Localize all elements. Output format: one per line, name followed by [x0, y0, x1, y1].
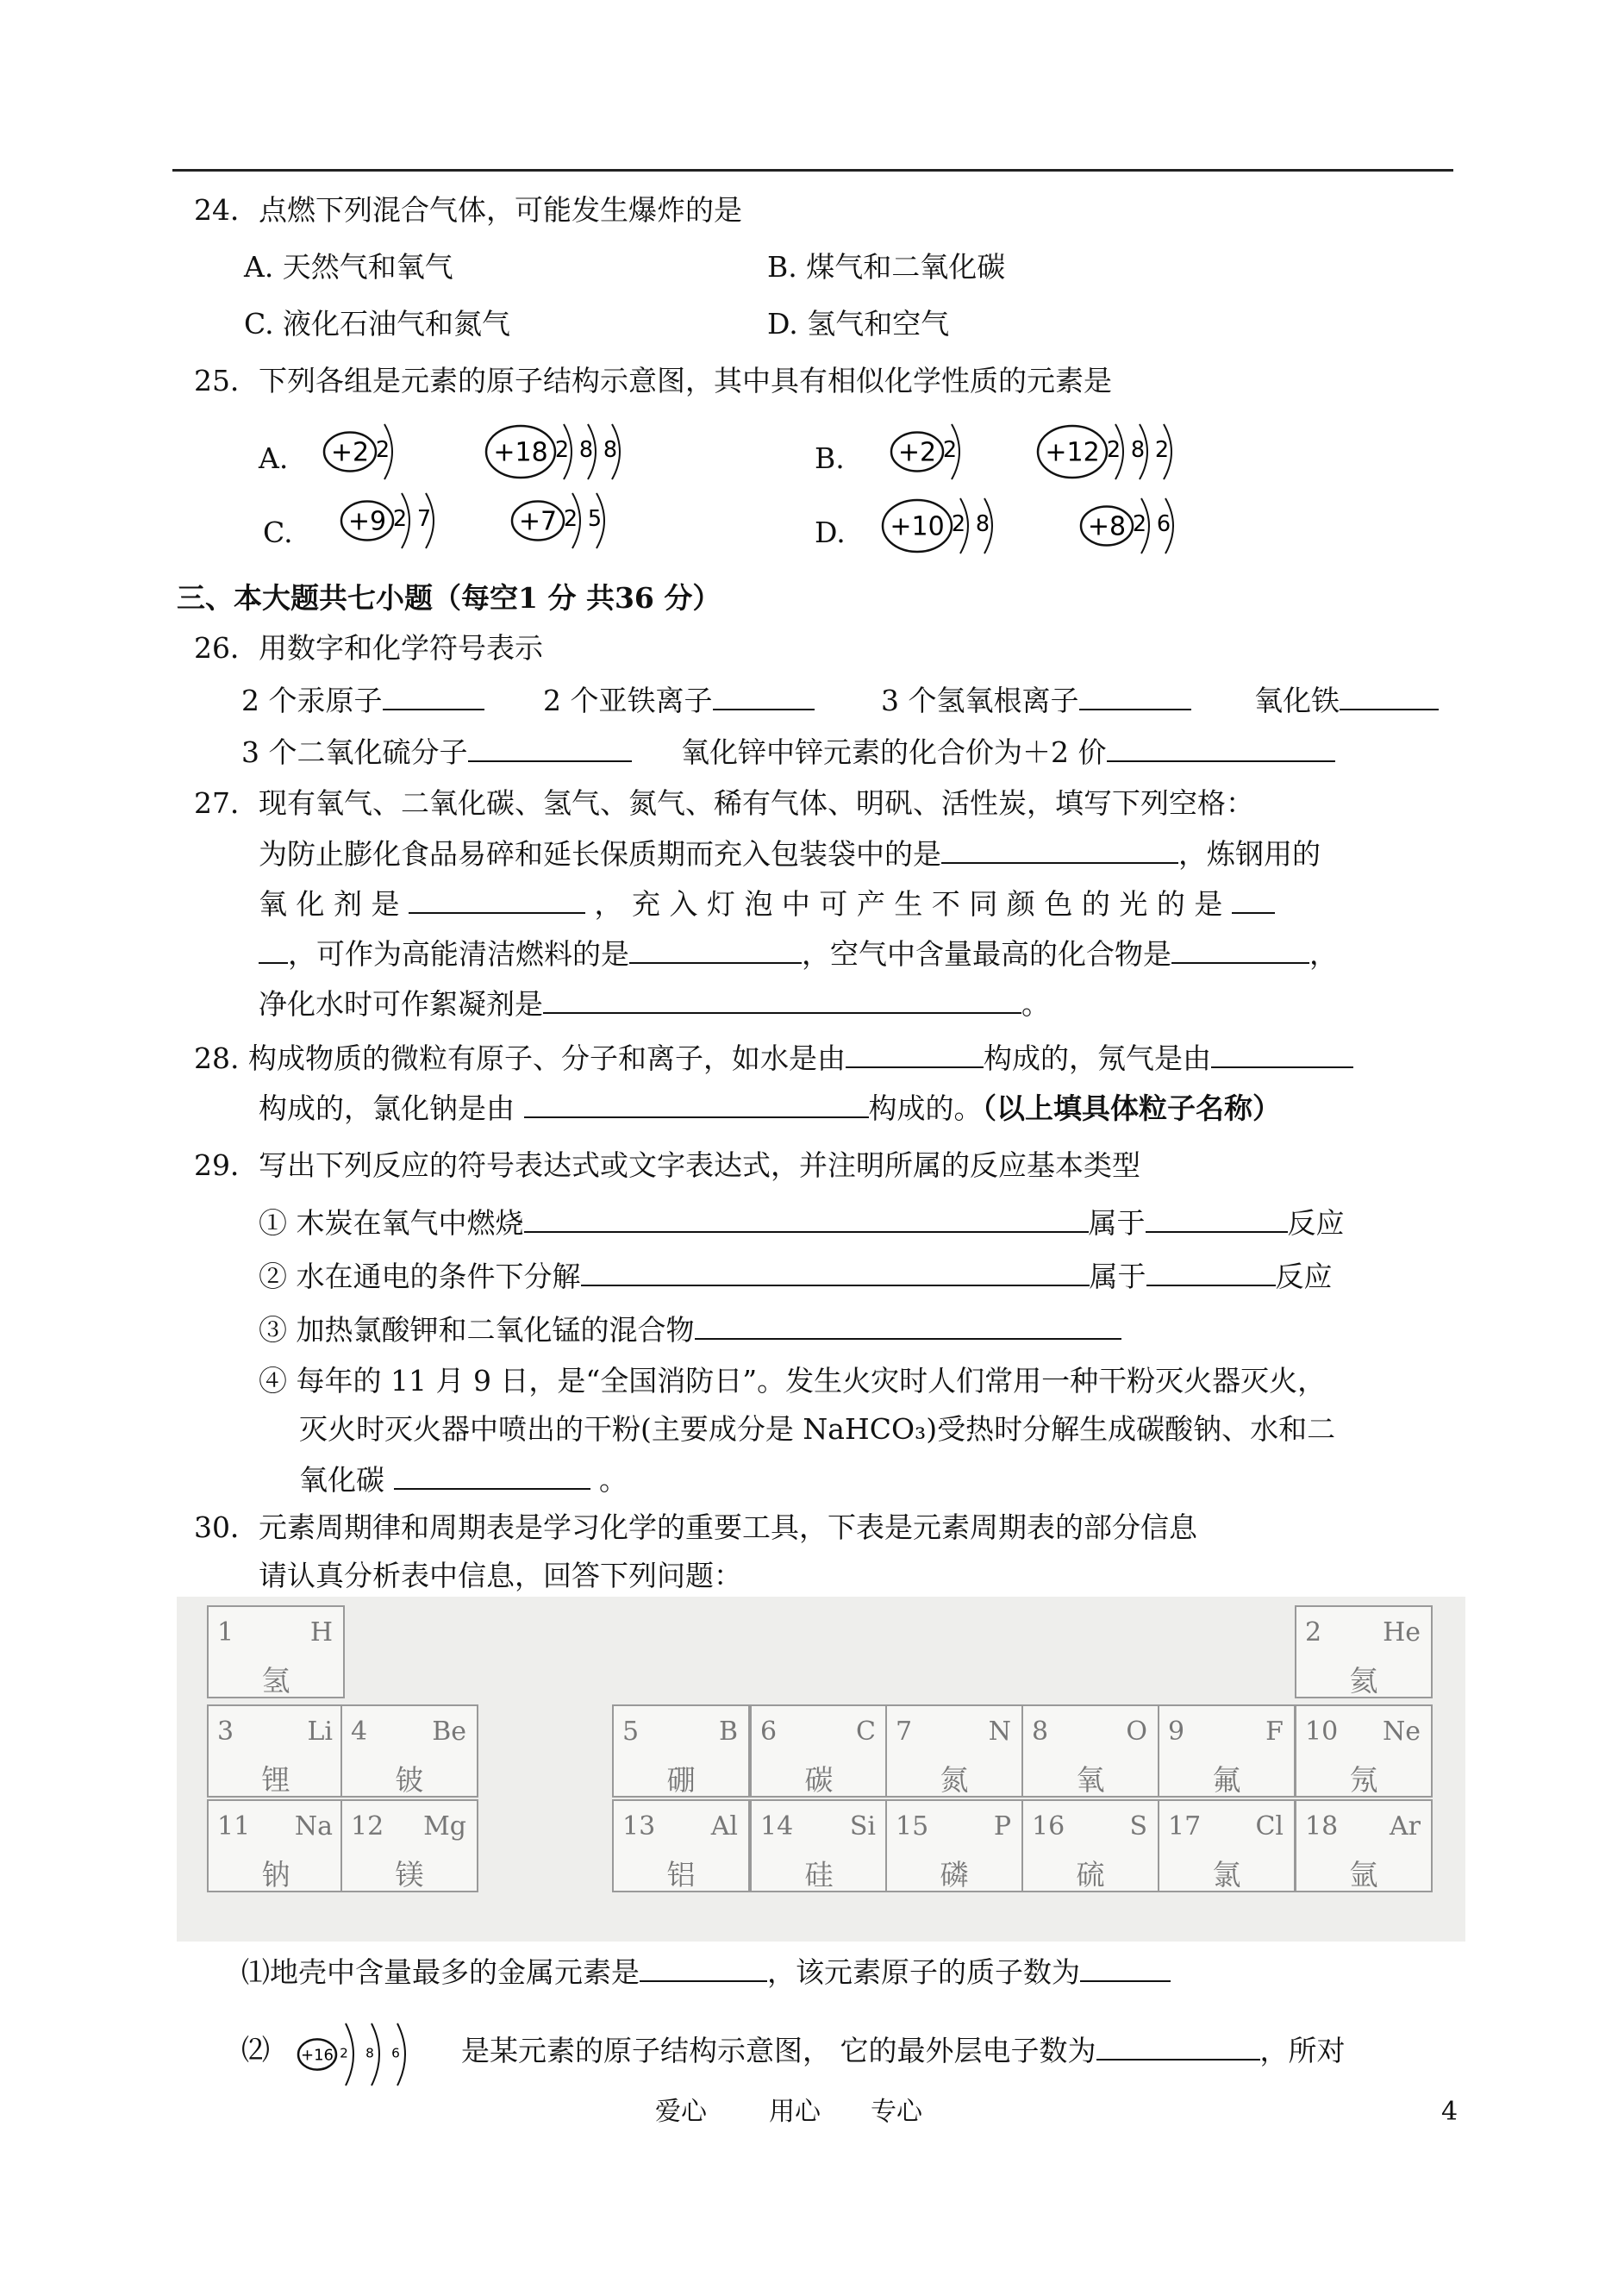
- nucleus-charge: +18: [493, 437, 548, 468]
- q24-option-a: A. 天然气和氧气: [244, 250, 453, 284]
- q29-stem: 29．写出下列反应的符号表达式或文字表达式，并注明所属的反应基本类型: [194, 1148, 1140, 1182]
- q28-blank-1[interactable]: [846, 1039, 984, 1068]
- section3-title: [177, 579, 721, 617]
- nucleus-charge: +2: [897, 437, 937, 468]
- q29-i2: ② 水在通电的条件下分解: [259, 1260, 581, 1293]
- q30-p1a: ⑴地壳中含量最多的金属元素是: [241, 1955, 640, 1989]
- q29-belong-1: 属于: [1088, 1206, 1146, 1240]
- element-symbol: S: [1129, 1811, 1147, 1842]
- element-symbol: O: [1126, 1717, 1147, 1747]
- element-number: 18: [1305, 1811, 1339, 1842]
- element-cell-be: [340, 1704, 478, 1798]
- q29-item-3: [259, 1310, 1121, 1349]
- q27-blank-3[interactable]: [1232, 885, 1275, 914]
- q29-blank-1[interactable]: [524, 1204, 1089, 1233]
- element-symbol: Ne: [1382, 1717, 1421, 1747]
- q30-part-2: [461, 2031, 1346, 2070]
- q25-label-d: D.: [815, 516, 846, 549]
- shell-electron-count: 2: [951, 511, 966, 537]
- nucleus-charge: +10: [890, 511, 945, 542]
- nucleus-charge: +2: [330, 437, 370, 468]
- q29-item-4a: ④ 每年的 11 月 9 日，是“全国消防日”。发生火灾时人们常用一种干粉灭火器灭火，: [259, 1364, 1327, 1398]
- element-symbol: B: [718, 1717, 738, 1747]
- shell-electron-count: 2: [1132, 511, 1147, 537]
- nucleus-charge: +8: [1087, 511, 1127, 542]
- element-symbol: F: [1265, 1717, 1284, 1747]
- element-number: 10: [1305, 1717, 1339, 1747]
- shell-electron-count: 6: [1156, 511, 1171, 537]
- q29-item-4b: 灭火时灭火器中喷出的干粉(主要成分是 NaHCO₃)受热时分解生成碳酸钠、水和二: [299, 1412, 1336, 1446]
- element-number: 7: [896, 1717, 913, 1747]
- element-chinese-name: 钠: [261, 1858, 290, 1892]
- q30-part-2-num: ⑵: [241, 2033, 270, 2067]
- q27-blank-1[interactable]: [941, 835, 1178, 864]
- shell-electron-count: 8: [578, 437, 594, 463]
- nucleus-charge: +9: [347, 506, 387, 537]
- element-cell-h: [207, 1605, 345, 1698]
- q27-blank-3b[interactable]: [259, 935, 288, 964]
- q28-line-1: [194, 1039, 1353, 1078]
- q26-item-1: [241, 681, 484, 720]
- q30-blank-3[interactable]: [1096, 2031, 1260, 2060]
- q24-stem: 24．点燃下列混合气体，可能发生爆炸的是: [194, 193, 742, 227]
- page-number: 4: [1441, 2097, 1458, 2127]
- q26-item-4-text: 氧化铁: [1254, 684, 1340, 717]
- element-number: 14: [760, 1811, 794, 1842]
- q29-type-blank-1[interactable]: [1146, 1204, 1288, 1233]
- element-cell-ne: [1295, 1704, 1433, 1798]
- q29-item-1: [259, 1204, 1345, 1242]
- shell-electron-count: 6: [391, 2045, 400, 2061]
- atom-diagram-a1: [321, 417, 409, 486]
- element-number: 13: [622, 1811, 656, 1842]
- element-number: 15: [896, 1811, 929, 1842]
- q26-blank-1[interactable]: [383, 681, 484, 710]
- q30-stem-2: 请认真分析表中信息，回答下列问题：: [259, 1559, 742, 1592]
- atom-diagram-d1: [879, 491, 1009, 560]
- q27-l3c: ，: [1309, 937, 1338, 971]
- atom-diagram-d2: [1077, 491, 1190, 560]
- element-cell-al: [612, 1799, 750, 1892]
- q26-blank-2[interactable]: [713, 681, 815, 710]
- q30-p1b: ，该元素原子的质子数为: [767, 1955, 1080, 1989]
- nucleus-charge: +7: [518, 506, 558, 537]
- q26-item-2: [543, 681, 815, 720]
- q25-label-c: C.: [263, 516, 293, 549]
- element-symbol: Al: [710, 1811, 738, 1842]
- shell-electron-count: 2: [392, 506, 408, 532]
- q27-l4a: 净化水时可作絮凝剂是: [259, 987, 543, 1021]
- q26-blank-3[interactable]: [1079, 681, 1191, 710]
- q26-item-4: [1254, 681, 1439, 720]
- section3-title-post: 分）: [653, 581, 721, 615]
- q28-blank-3[interactable]: [524, 1089, 869, 1118]
- q25-label-a: A.: [259, 441, 289, 475]
- q29-i4c: 氧化碳: [299, 1463, 384, 1497]
- element-chinese-name: 碳: [804, 1763, 834, 1797]
- atom-diagram-c1: [338, 486, 450, 555]
- q27-l4b: 。: [1021, 987, 1050, 1021]
- element-chinese-name: 镁: [395, 1858, 424, 1892]
- q26-blank-6[interactable]: [1107, 733, 1335, 762]
- q26-item-6-text: 氧化锌中锌元素的化合价为＋2 价: [681, 735, 1107, 769]
- shell-electron-count: 7: [416, 506, 432, 532]
- shell-electron-count: 8: [1130, 437, 1146, 463]
- q29-i3: ③ 加热氯酸钾和二氧化锰的混合物: [259, 1313, 695, 1347]
- q27-line-2: [259, 885, 1275, 923]
- q29-i1: ① 木炭在氧气中燃烧: [259, 1206, 524, 1240]
- element-chinese-name: 磷: [940, 1858, 969, 1892]
- element-symbol: H: [309, 1617, 333, 1648]
- shell-electron-count: 2: [942, 437, 958, 463]
- element-chinese-name: 氢: [261, 1664, 290, 1698]
- section3-mid: 分 共: [537, 581, 615, 615]
- element-cell-f: [1158, 1704, 1296, 1798]
- element-number: 5: [622, 1717, 640, 1747]
- q29-belong-2: 属于: [1089, 1260, 1146, 1293]
- element-chinese-name: 氩: [1349, 1858, 1378, 1892]
- q28-l1a: 28. 构成物质的微粒有原子、分子和离子，如水是由: [194, 1041, 846, 1075]
- atom-diagram-b1: [888, 417, 976, 486]
- section3-title-pre: 三、本大题共七小题（每空: [177, 581, 518, 615]
- footer-left: 爱心: [655, 2097, 707, 2127]
- element-cell-si: [750, 1799, 888, 1892]
- q29-blank-2[interactable]: [581, 1257, 1090, 1286]
- element-chinese-name: 硅: [804, 1858, 834, 1892]
- element-symbol: He: [1383, 1617, 1421, 1648]
- q30-stem-1: 30．元素周期律和周期表是学习化学的重要工具，下表是元素周期表的部分信息: [194, 1510, 1197, 1544]
- q29-type-blank-2[interactable]: [1146, 1257, 1276, 1286]
- q27-blank-5[interactable]: [1171, 935, 1309, 964]
- q28-l2b: 构成的。: [868, 1091, 983, 1125]
- element-chinese-name: 氧: [1076, 1763, 1105, 1797]
- element-chinese-name: 氯: [1212, 1858, 1241, 1892]
- atom-diagram-b2: [1034, 417, 1188, 486]
- footer-mid: 用心: [769, 2097, 821, 2127]
- q28-l2a: 构成的，氯化钠是由: [259, 1091, 515, 1125]
- shell-electron-count: 8: [975, 511, 990, 537]
- element-cell-b: [612, 1704, 750, 1798]
- element-chinese-name: 铍: [395, 1763, 424, 1797]
- q26-item-5-text: 3 个二氧化硫分子: [241, 735, 468, 769]
- element-chinese-name: 锂: [261, 1763, 290, 1797]
- element-symbol: Si: [849, 1811, 876, 1842]
- q30-part-1: [241, 1953, 1171, 1992]
- q27-blank-6[interactable]: [543, 985, 1021, 1014]
- shell-electron-count: 5: [587, 506, 603, 532]
- element-cell-c: [750, 1704, 888, 1798]
- element-chinese-name: 硼: [666, 1763, 696, 1797]
- q27-l3b: ，空气中含量最高的化合物是: [802, 937, 1171, 971]
- element-cell-o: [1021, 1704, 1159, 1798]
- q29-react-2: 反应: [1275, 1260, 1333, 1293]
- element-cell-li: [207, 1704, 345, 1798]
- q25-label-b: B.: [815, 441, 845, 475]
- element-chinese-name: 铝: [666, 1858, 696, 1892]
- q25-stem: 25．下列各组是元素的原子结构示意图，其中具有相似化学性质的元素是: [194, 364, 1112, 397]
- shell-electron-count: 2: [375, 437, 390, 463]
- q28-blank-2[interactable]: [1211, 1039, 1353, 1068]
- nucleus-charge: +16: [301, 2046, 334, 2065]
- q29-react-1: 反应: [1287, 1206, 1345, 1240]
- element-cell-he: [1295, 1605, 1433, 1698]
- q29-i4d: 。: [599, 1463, 628, 1497]
- q26-item-3: [881, 681, 1191, 720]
- q27-blank-2[interactable]: [409, 885, 585, 914]
- q24-option-c: C. 液化石油气和氮气: [244, 307, 511, 341]
- element-number: 17: [1168, 1811, 1202, 1842]
- element-cell-cl: [1158, 1799, 1296, 1892]
- q28-l1b: 构成的，氖气是由: [983, 1041, 1211, 1075]
- atom-diagram-sulfur: [295, 2016, 422, 2093]
- q29-item-4c: [299, 1460, 628, 1499]
- q27-l1b: ，炼钢用的: [1178, 837, 1321, 871]
- q30-blank-1[interactable]: [640, 1953, 767, 1982]
- q26-item-2-text: 2 个亚铁离子: [543, 684, 713, 717]
- element-symbol: Na: [294, 1811, 333, 1842]
- element-cell-mg: [340, 1799, 478, 1892]
- element-number: 2: [1305, 1617, 1322, 1648]
- q27-l2a: 氧 化 剂 是: [259, 887, 400, 921]
- element-number: 16: [1032, 1811, 1065, 1842]
- element-number: 1: [217, 1617, 234, 1648]
- q28-note: （以上填具体粒子名称）: [982, 1091, 1281, 1125]
- q27-line-3: [259, 935, 1338, 973]
- element-number: 9: [1168, 1717, 1185, 1747]
- section3-one: 1: [518, 581, 538, 615]
- q27-l2b: ， 充 入 灯 泡 中 可 产 生 不 同 颜 色 的 光 的 是: [594, 887, 1223, 921]
- q26-item-1-text: 2 个汞原子: [241, 684, 383, 717]
- atom-diagram-c2: [509, 486, 621, 555]
- element-symbol: C: [856, 1717, 876, 1747]
- periodic-table-excerpt: [177, 1597, 1465, 1942]
- q24-option-d: D. 氢气和空气: [767, 307, 950, 341]
- shell-electron-count: 2: [563, 506, 578, 532]
- shell-electron-count: 2: [554, 437, 570, 463]
- shell-electron-count: 8: [603, 437, 618, 463]
- element-cell-p: [885, 1799, 1023, 1892]
- element-chinese-name: 氮: [940, 1763, 969, 1797]
- element-number: 4: [351, 1717, 368, 1747]
- element-symbol: Be: [432, 1717, 466, 1747]
- q30-blank-2[interactable]: [1080, 1953, 1171, 1982]
- section3-total: 36: [614, 581, 654, 615]
- q30-p2b: ，所对: [1259, 2034, 1346, 2067]
- q29-item-2: [259, 1257, 1333, 1296]
- shell-electron-count: 2: [1154, 437, 1170, 463]
- q26-stem: 26．用数字和化学符号表示: [194, 631, 543, 665]
- q26-item-6: [681, 733, 1335, 772]
- element-chinese-name: 氦: [1349, 1664, 1378, 1698]
- element-cell-n: [885, 1704, 1023, 1798]
- q26-blank-5[interactable]: [468, 733, 632, 762]
- element-symbol: Cl: [1255, 1811, 1284, 1842]
- element-number: 3: [217, 1717, 234, 1747]
- q26-item-3-text: 3 个氢氧根离子: [881, 684, 1079, 717]
- q27-line-4: [259, 985, 1050, 1023]
- nucleus-charge: +12: [1045, 437, 1100, 468]
- atom-diagram-a2: [483, 417, 636, 486]
- shell-electron-count: 2: [1106, 437, 1121, 463]
- q29-blank-4[interactable]: [394, 1460, 590, 1490]
- element-number: 6: [760, 1717, 778, 1747]
- footer-right: 专心: [871, 2097, 922, 2127]
- element-cell-s: [1021, 1799, 1159, 1892]
- element-number: 11: [217, 1811, 251, 1842]
- element-symbol: Mg: [423, 1811, 466, 1842]
- q26-item-5: [241, 733, 632, 772]
- element-symbol: Li: [307, 1717, 333, 1747]
- element-symbol: N: [988, 1717, 1011, 1747]
- q28-line-2: [259, 1089, 1281, 1128]
- q27-blank-4[interactable]: [629, 935, 802, 964]
- q30-p2a: 是某元素的原子结构示意图， 它的最外层电子数为: [461, 2034, 1096, 2067]
- q27-stem: 27．现有氧气、二氧化碳、氢气、氮气、稀有气体、明矾、活性炭，填写下列空格：: [194, 786, 1254, 820]
- element-cell-na: [207, 1799, 345, 1892]
- q27-line-1: [259, 835, 1321, 873]
- shell-electron-count: 8: [365, 2045, 374, 2061]
- q27-l3a: ，可作为高能清洁燃料的是: [288, 937, 629, 971]
- element-chinese-name: 氟: [1212, 1763, 1241, 1797]
- header-rule: [172, 169, 1453, 172]
- element-chinese-name: 氖: [1349, 1763, 1378, 1797]
- element-number: 8: [1032, 1717, 1049, 1747]
- element-cell-ar: [1295, 1799, 1433, 1892]
- shell-electron-count: 2: [340, 2045, 348, 2061]
- q27-l1a: 为防止膨化食品易碎和延长保质期而充入包装袋中的是: [259, 837, 941, 871]
- q26-blank-4[interactable]: [1340, 681, 1439, 710]
- q24-option-b: B. 煤气和二氧化碳: [767, 250, 1006, 284]
- element-number: 12: [351, 1811, 384, 1842]
- element-symbol: P: [993, 1811, 1011, 1842]
- q29-blank-3[interactable]: [695, 1310, 1121, 1340]
- element-chinese-name: 硫: [1076, 1858, 1105, 1892]
- element-symbol: Ar: [1389, 1811, 1421, 1842]
